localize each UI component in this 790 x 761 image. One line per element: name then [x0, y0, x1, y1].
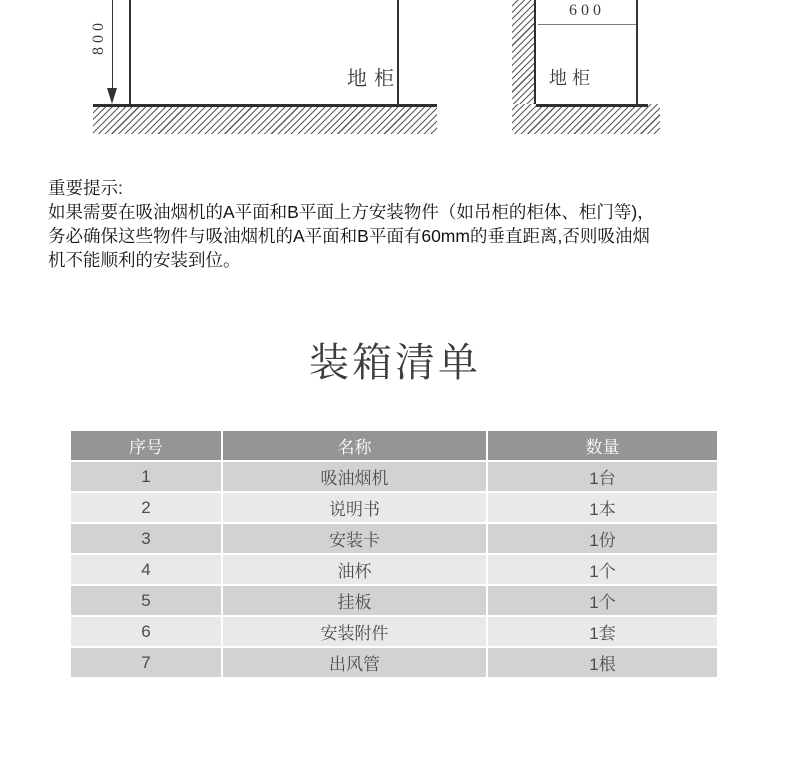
cell-name: 吸油烟机	[222, 461, 487, 492]
table-row	[70, 616, 718, 647]
notice-line: 机不能顺利的安装到位。	[48, 250, 241, 270]
cell-quantity: 1个	[487, 585, 718, 616]
important-notice	[48, 176, 764, 272]
packing-list-title: 装箱清单	[309, 341, 481, 385]
cell-name: 挂板	[222, 585, 487, 616]
packing-table	[70, 430, 718, 678]
table-row	[70, 461, 718, 492]
col-header-name: 名称	[222, 430, 487, 461]
cell-name: 说明书	[222, 492, 487, 523]
notice-title: 重要提示:	[48, 178, 123, 198]
table-header-row	[70, 430, 718, 461]
cell-name: 出风管	[222, 647, 487, 678]
cell-index: 5	[70, 585, 222, 616]
col-header-quantity: 数量	[487, 430, 718, 461]
table-row	[70, 647, 718, 678]
installation-diagrams	[0, 0, 790, 145]
arrow-down-icon	[107, 88, 117, 104]
cell-index: 3	[70, 523, 222, 554]
cell-index: 6	[70, 616, 222, 647]
floor-surface-line	[536, 104, 648, 107]
cell-quantity: 1个	[487, 554, 718, 585]
table-row	[70, 554, 718, 585]
col-header-index: 序号	[70, 430, 222, 461]
dimension-label-800: 800	[90, 19, 107, 55]
countertop-divider-line	[538, 24, 636, 25]
cabinet-left-edge-line	[129, 0, 131, 104]
notice-line: 务必确保这些物件与吸油烟机的A平面和B平面有60mm的垂直距离,否则吸油烟	[48, 226, 650, 246]
floor-hatch	[512, 104, 660, 134]
cabinet-front-edge-line	[636, 0, 638, 104]
dimension-line	[112, 0, 113, 92]
cell-quantity: 1套	[487, 616, 718, 647]
table-row	[70, 523, 718, 554]
base-cabinet-label: 地柜	[347, 68, 401, 90]
dimension-label-600: 600	[569, 2, 605, 19]
wall-hatch	[512, 0, 536, 104]
cell-quantity: 1份	[487, 523, 718, 554]
cell-quantity: 1本	[487, 492, 718, 523]
cell-index: 2	[70, 492, 222, 523]
table-row	[70, 585, 718, 616]
notice-line: 如果需要在吸油烟机的A平面和B平面上方安装物件（如吊柜的柜体、柜门等)，	[48, 202, 655, 222]
cell-name: 油杯	[222, 554, 487, 585]
cell-name: 安装附件	[222, 616, 487, 647]
cell-quantity: 1根	[487, 647, 718, 678]
floor-hatch	[93, 104, 437, 134]
table-row	[70, 492, 718, 523]
cell-index: 4	[70, 554, 222, 585]
cell-quantity: 1台	[487, 461, 718, 492]
base-cabinet-label: 地柜	[549, 68, 595, 88]
cell-index: 7	[70, 647, 222, 678]
cell-index: 1	[70, 461, 222, 492]
cell-name: 安装卡	[222, 523, 487, 554]
